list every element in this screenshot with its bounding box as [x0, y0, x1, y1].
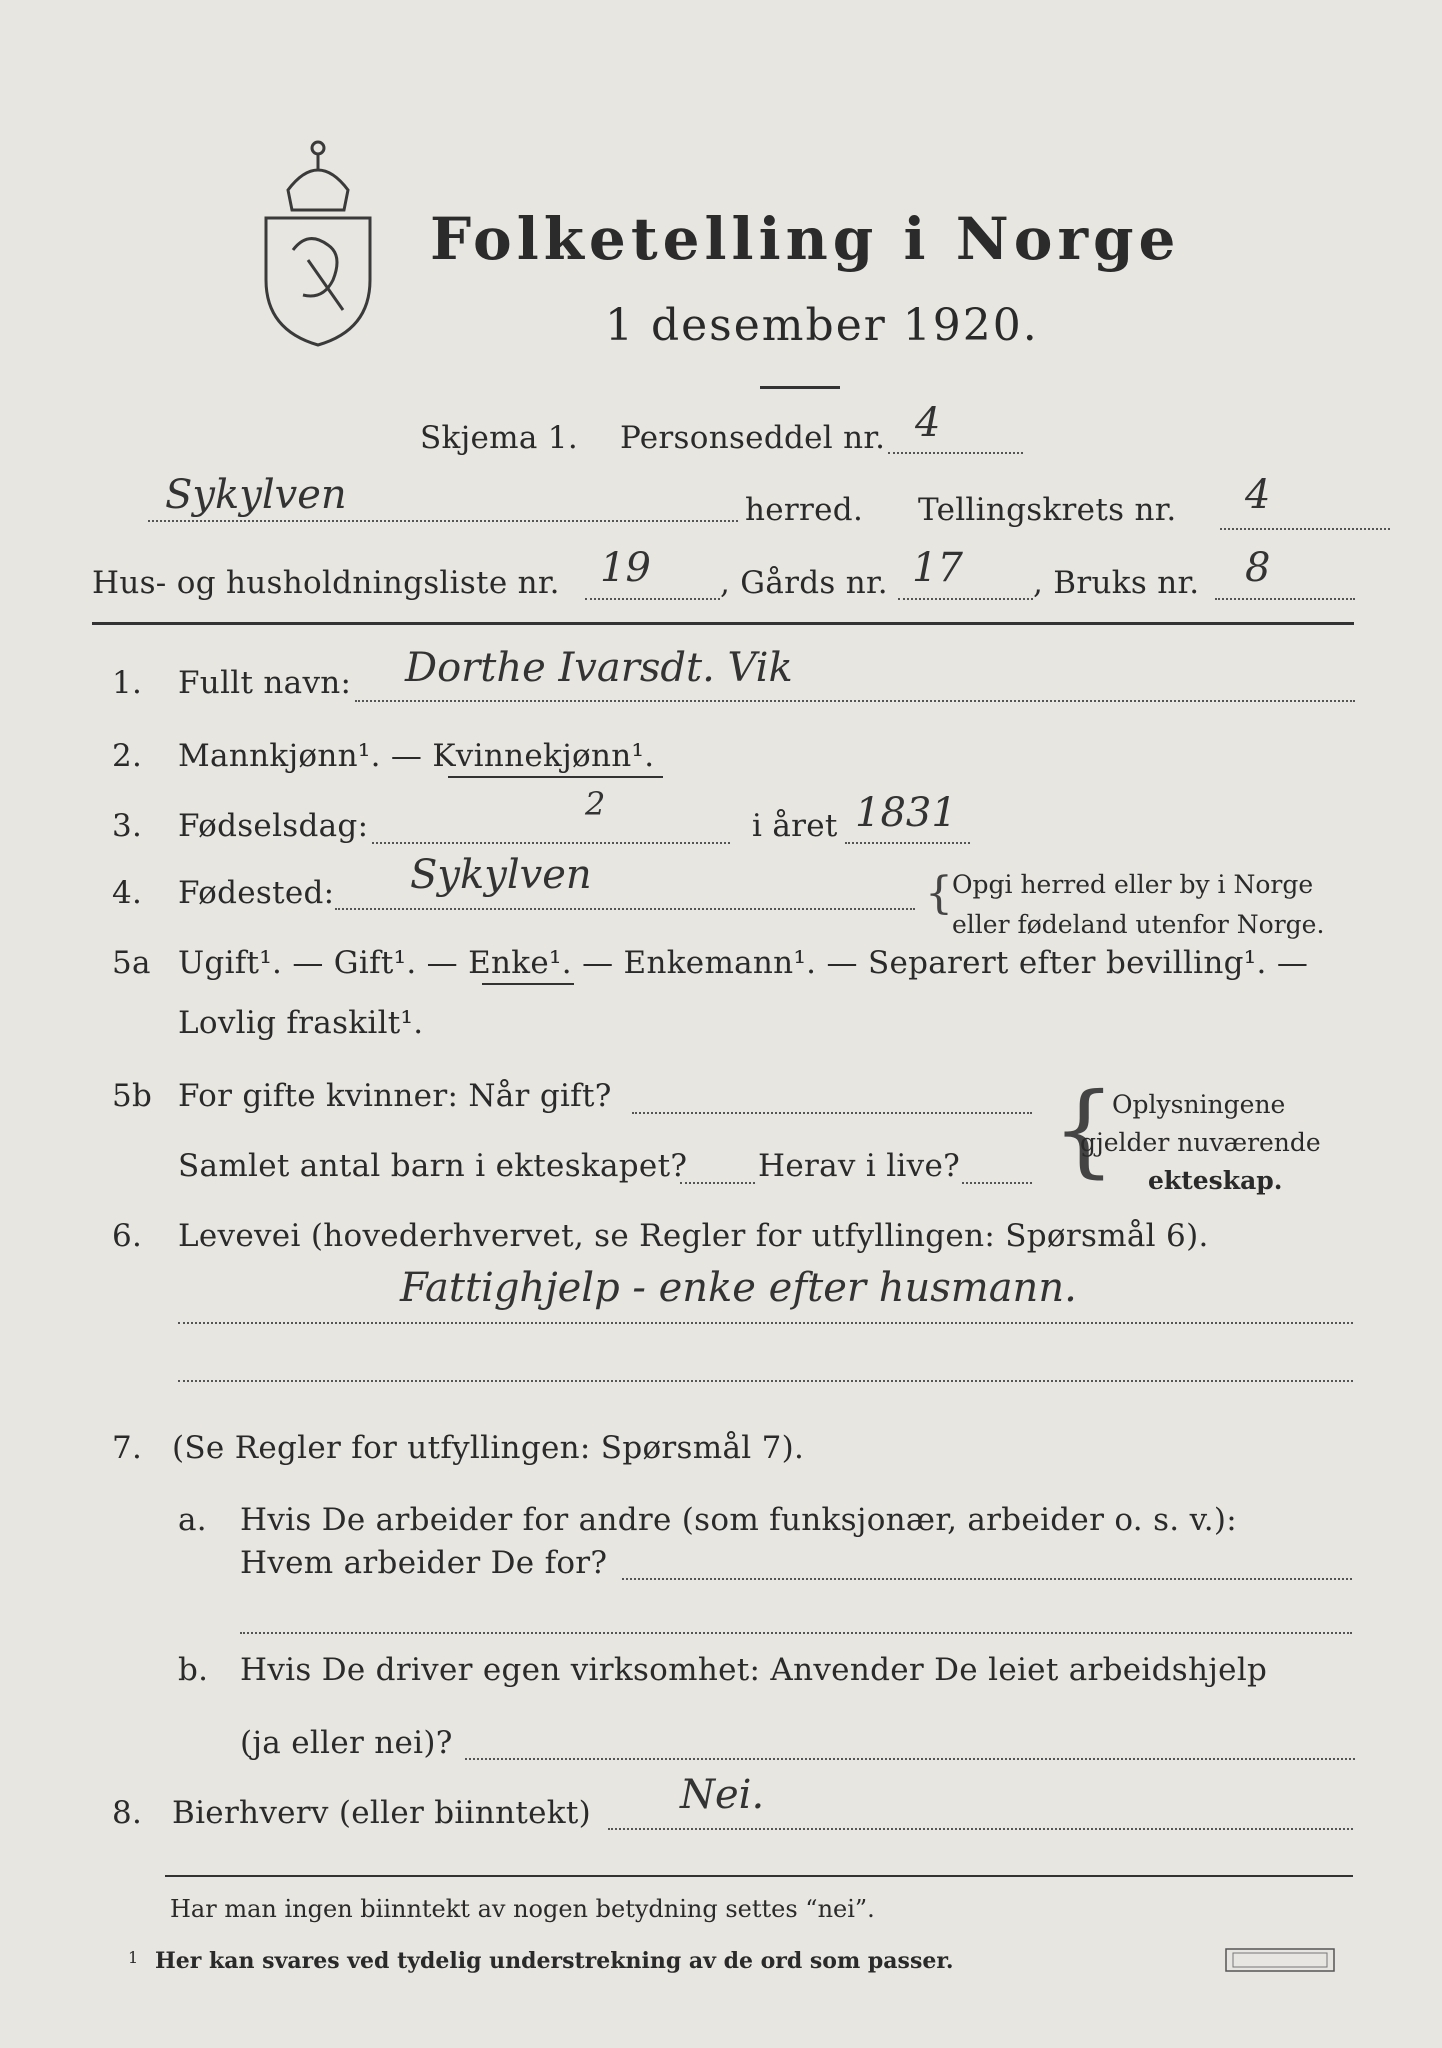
- q5a-number: 5a: [112, 945, 151, 981]
- brace-icon: {: [925, 868, 953, 919]
- form-title: Folketelling i Norge: [430, 205, 1181, 273]
- gards-label: , Gårds nr.: [720, 565, 888, 601]
- header-rule: [92, 622, 1354, 625]
- q6-number: 6.: [112, 1218, 143, 1254]
- norway-coat-of-arms-icon: [248, 130, 388, 350]
- birth-year-value: 1831: [855, 790, 957, 836]
- marriage-note-2: gjelder nuværende: [1080, 1128, 1321, 1157]
- footer-note: Har man ingen biinntekt av nogen betydning settes “nei”.: [170, 1895, 875, 1923]
- q5b-number: 5b: [112, 1078, 153, 1114]
- tellingskrets-label: Tellingskrets nr.: [918, 492, 1177, 528]
- footer-rule: [165, 1875, 1353, 1877]
- side-income-label: Bierhverv (eller biinntekt): [172, 1795, 592, 1831]
- herred-label: herred.: [745, 492, 864, 528]
- marital-underline: [482, 983, 574, 985]
- personseddel-value: 4: [915, 400, 941, 446]
- marital-options: Ugift¹. — Gift¹. — Enke¹. — Enkemann¹. — Separert efter bevilling¹. —: [178, 945, 1309, 981]
- bruks-label: , Bruks nr.: [1033, 565, 1200, 601]
- q4-label: Fødested:: [178, 875, 335, 911]
- q2-number: 2.: [112, 738, 143, 774]
- birthplace-note-2: eller fødeland utenfor Norge.: [952, 910, 1325, 939]
- printer-stamp-icon: [1225, 1948, 1335, 1972]
- q1-label: Fullt navn:: [178, 665, 352, 701]
- full-name-value: Dorthe Ivarsdt. Vik: [405, 645, 793, 691]
- birth-day-value: 2: [585, 785, 606, 823]
- marriage-note-1: Oplysningene: [1112, 1090, 1286, 1119]
- q7b-text-2: (ja eller nei)?: [240, 1725, 453, 1761]
- occupation-label: Levevei (hovederhvervet, se Regler for utfyllingen: Spørsmål 6).: [178, 1218, 1209, 1254]
- q4-number: 4.: [112, 875, 143, 911]
- children-alive-label: Herav i live?: [758, 1148, 961, 1184]
- gards-value: 17: [912, 545, 963, 591]
- bruks-value: 8: [1245, 545, 1271, 591]
- occupation-value: Fattighjelp - enke efter husmann.: [400, 1265, 1077, 1311]
- q7b-letter: b.: [178, 1652, 209, 1688]
- gender-options: Mannkjønn¹. — Kvinnekjønn¹.: [178, 738, 655, 774]
- q7a-text-2: Hvem arbeider De for?: [240, 1545, 608, 1581]
- married-when-label: For gifte kvinner: Når gift?: [178, 1078, 612, 1114]
- title-divider: [760, 386, 840, 389]
- gender-underline: [448, 776, 663, 778]
- year-label: i året: [752, 808, 838, 844]
- hus-label: Hus- og husholdningsliste nr.: [92, 565, 560, 601]
- q3-label: Fødselsdag:: [178, 808, 369, 844]
- brace-icon: {: [1052, 1071, 1116, 1188]
- q3-number: 3.: [112, 808, 143, 844]
- birthplace-note-1: Opgi herred eller by i Norge: [952, 870, 1314, 899]
- marital-options-2: Lovlig fraskilt¹.: [178, 1005, 424, 1041]
- footnote-mark: 1: [128, 1948, 139, 1967]
- footnote-text: Her kan svares ved tydelig understrekning av de ord som passer.: [155, 1948, 954, 1974]
- hus-value: 19: [600, 545, 651, 591]
- herred-value: Sykylven: [165, 472, 347, 518]
- marriage-note-3: ekteskap.: [1148, 1166, 1283, 1195]
- tellingskrets-value: 4: [1245, 472, 1271, 518]
- birthplace-value: Sykylven: [410, 852, 592, 898]
- q7-number: 7.: [112, 1430, 143, 1466]
- schema-label: Skjema 1.: [420, 420, 578, 456]
- children-count-label: Samlet antal barn i ekteskapet?: [178, 1148, 688, 1184]
- q7b-text-1: Hvis De driver egen virksomhet: Anvender De leiet arbeidshjelp: [240, 1652, 1268, 1688]
- census-date: 1 desember 1920.: [605, 300, 1039, 351]
- side-income-value: Nei.: [680, 1772, 765, 1818]
- q7a-letter: a.: [178, 1502, 207, 1538]
- q1-number: 1.: [112, 665, 143, 701]
- q7-label: (Se Regler for utfyllingen: Spørsmål 7).: [172, 1430, 805, 1466]
- q8-number: 8.: [112, 1795, 143, 1831]
- q7a-text-1: Hvis De arbeider for andre (som funksjonær, arbeider o. s. v.):: [240, 1502, 1238, 1538]
- personseddel-label: Personseddel nr.: [620, 420, 886, 456]
